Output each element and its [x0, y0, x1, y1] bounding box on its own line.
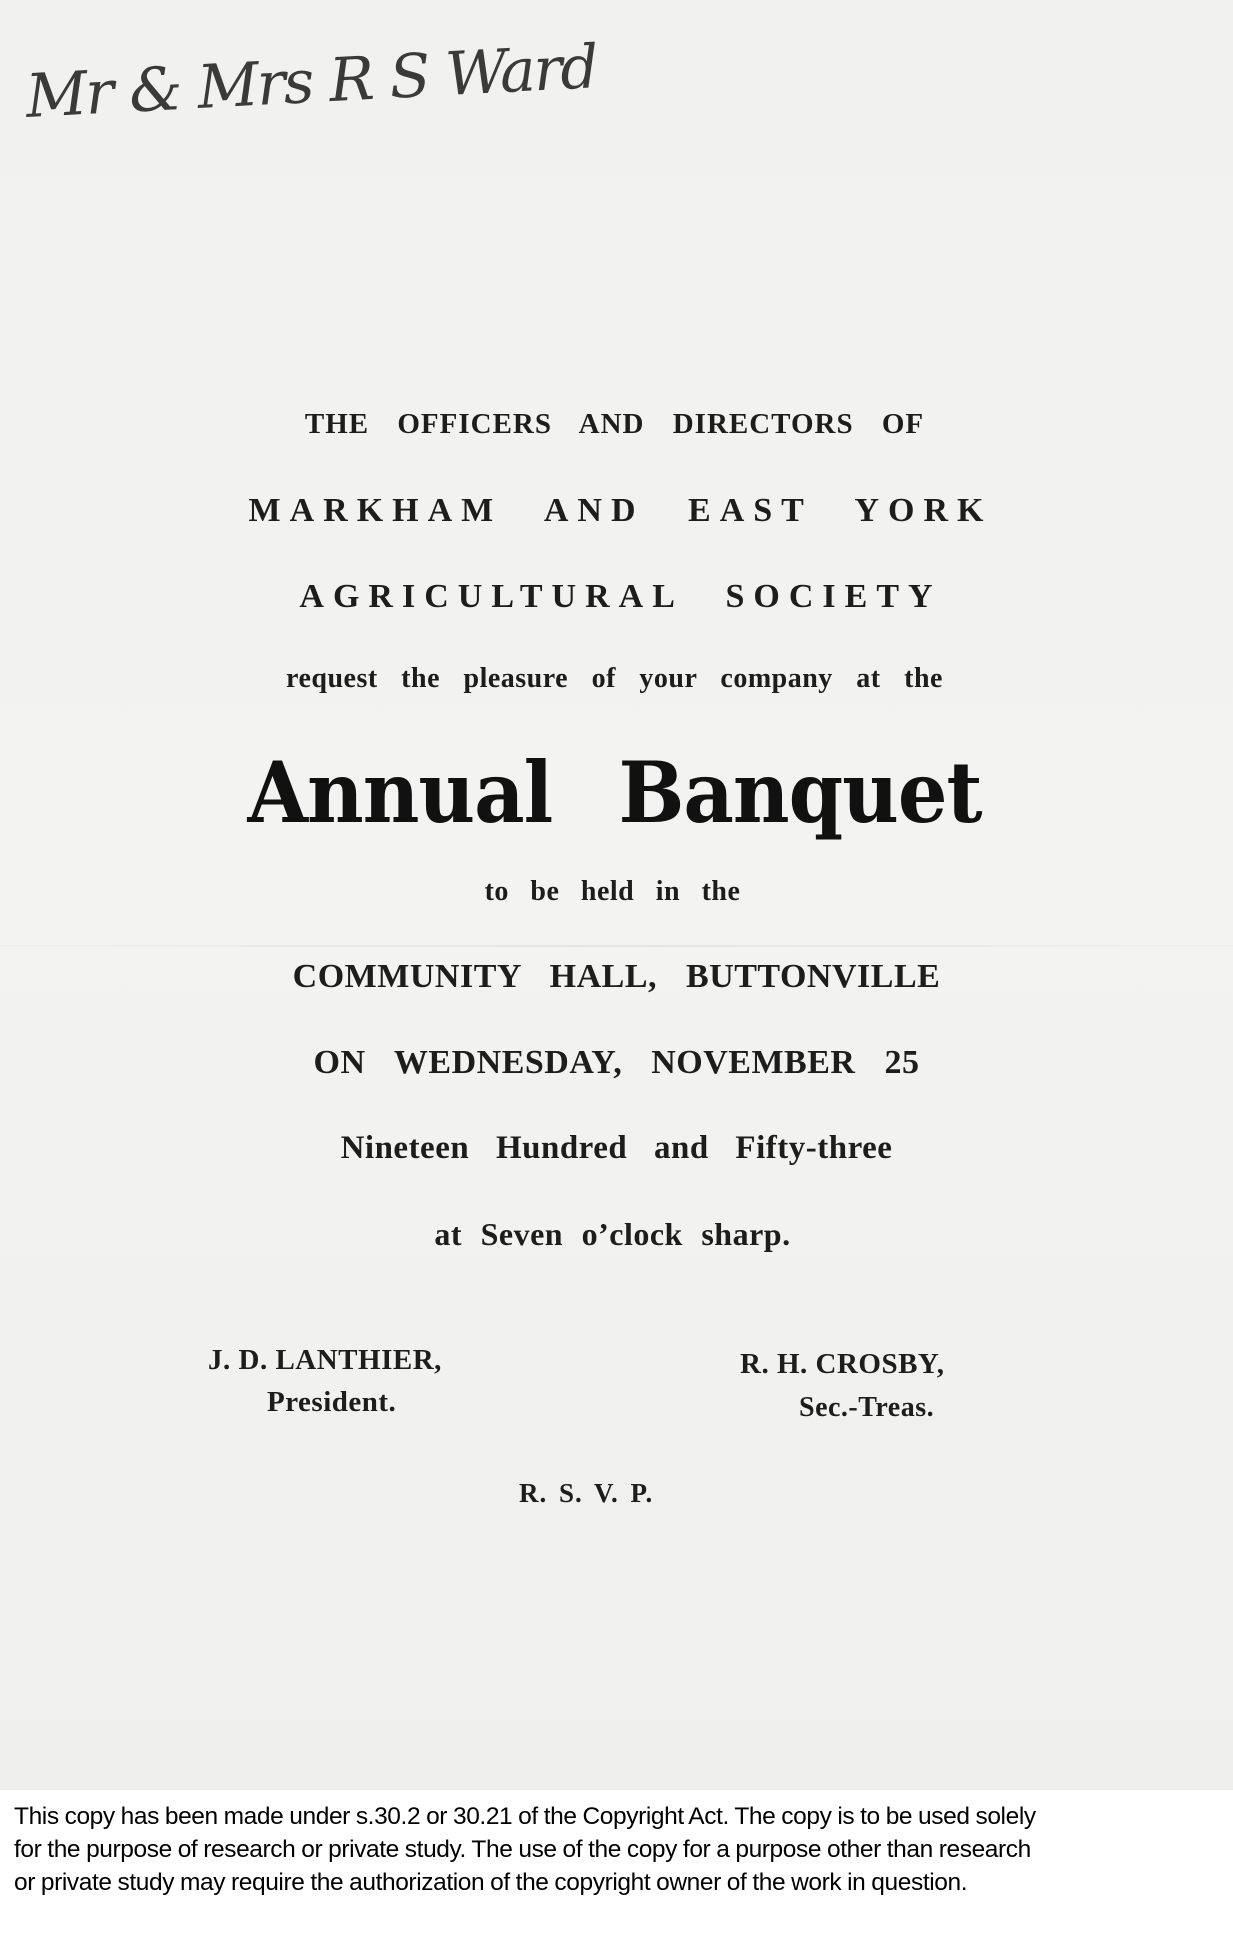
- secretary-title: Sec.-Treas.: [799, 1392, 935, 1423]
- date-line: ON WEDNESDAY, NOVEMBER 25: [313, 1044, 920, 1081]
- event-title: Annual Banquet: [247, 744, 982, 843]
- president-name: J. D. LANTHIER,: [208, 1344, 442, 1376]
- paper-fold-line: [0, 945, 1233, 947]
- copyright-notice-line: for the purpose of research or private study. The use of the copy for a purpose other than research: [14, 1836, 1031, 1863]
- copyright-notice: [14, 1800, 1229, 1899]
- officers-line: THE OFFICERS AND DIRECTORS OF: [304, 408, 925, 440]
- society-name-line-2: AGRICULTURAL SOCIETY: [299, 578, 942, 615]
- held-line: to be held in the: [484, 876, 741, 907]
- rsvp-label: R. S. V. P.: [519, 1478, 654, 1508]
- time-line: at Seven o’clock sharp.: [434, 1216, 791, 1252]
- year-line: Nineteen Hundred and Fifty-three: [340, 1130, 893, 1166]
- president-title: President.: [267, 1386, 397, 1418]
- request-line: request the pleasure of your company at the: [286, 663, 943, 694]
- copyright-notice-line: or private study may require the authorization of the copyright owner of the work in question.: [14, 1869, 968, 1896]
- copyright-notice-line: This copy has been made under s.30.2 or 30.21 of the Copyright Act. The copy is to be used solely: [14, 1803, 1036, 1830]
- secretary-name: R. H. CROSBY,: [740, 1348, 945, 1380]
- society-name-line-1: MARKHAM AND EAST YORK: [248, 492, 993, 529]
- venue-line: COMMUNITY HALL, BUTTONVILLE: [292, 958, 941, 995]
- handwritten-addressee: Mr & Mrs R S Ward: [24, 32, 599, 132]
